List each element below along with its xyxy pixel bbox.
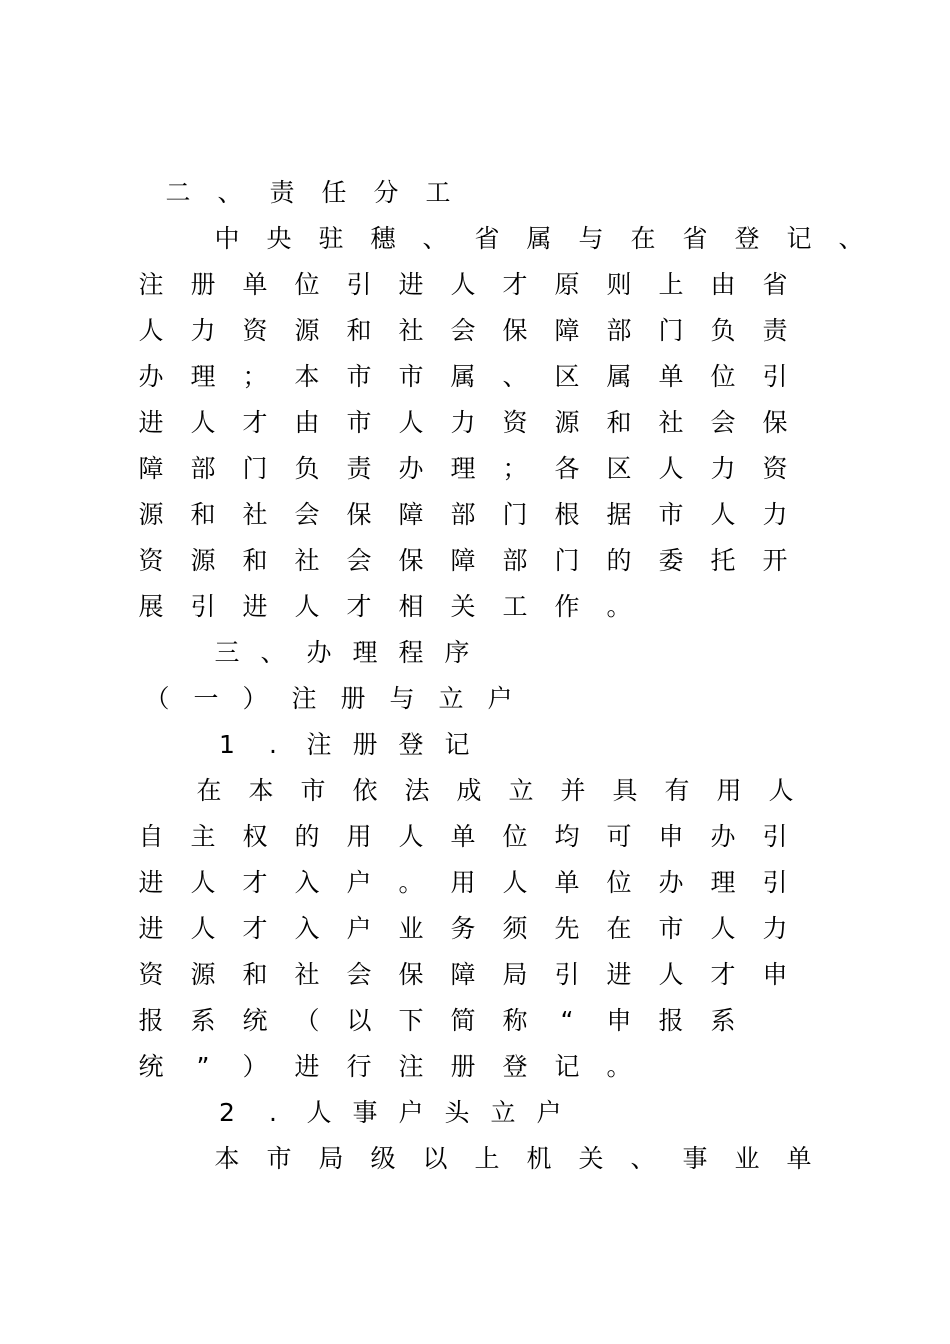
- glyph: 引: [762, 822, 788, 851]
- glyph: 区: [606, 454, 632, 483]
- glyph: 力: [762, 500, 788, 529]
- glyph: 门: [502, 500, 528, 529]
- glyph: 驻: [318, 224, 344, 253]
- glyph: 记: [786, 224, 812, 253]
- glyph: 托: [710, 546, 736, 575]
- glyph: 源: [190, 960, 216, 989]
- paragraph-line: [137, 955, 813, 995]
- glyph: 上: [658, 270, 684, 299]
- glyph: 属: [606, 362, 632, 391]
- glyph: 头: [444, 1098, 470, 1127]
- glyph: 户: [536, 1098, 562, 1127]
- glyph: 、: [422, 224, 448, 253]
- glyph: 本: [294, 362, 320, 391]
- paragraph-line: [137, 1047, 657, 1087]
- glyph: 的: [606, 546, 632, 575]
- glyph: 法: [404, 776, 430, 805]
- glyph: 障: [398, 500, 424, 529]
- glyph: 保: [398, 960, 424, 989]
- glyph: 业: [398, 914, 424, 943]
- glyph: 序: [444, 638, 470, 667]
- glyph: 属: [526, 224, 552, 253]
- glyph: 社: [242, 500, 268, 529]
- glyph: 保: [398, 546, 424, 575]
- glyph: 部: [606, 316, 632, 345]
- glyph: 引: [762, 362, 788, 391]
- glyph: 责: [269, 178, 295, 207]
- glyph: 委: [658, 546, 684, 575]
- glyph: 册: [450, 1052, 476, 1081]
- glyph: 资: [502, 408, 528, 437]
- glyph: “: [560, 1006, 574, 1035]
- glyph: （: [294, 1006, 320, 1035]
- glyph: 理: [190, 362, 216, 391]
- glyph: 程: [398, 638, 424, 667]
- glyph: 人: [398, 408, 424, 437]
- glyph: 机: [526, 1144, 552, 1173]
- glyph: 作: [554, 592, 580, 621]
- glyph: 具: [612, 776, 638, 805]
- glyph: 部: [190, 454, 216, 483]
- glyph: 则: [606, 270, 632, 299]
- glyph: 力: [710, 454, 736, 483]
- glyph: 事: [352, 1098, 378, 1127]
- glyph: 办: [710, 822, 736, 851]
- glyph: 申: [606, 1006, 632, 1035]
- glyph: 相: [398, 592, 424, 621]
- glyph: 位: [606, 868, 632, 897]
- glyph: 展: [138, 592, 164, 621]
- glyph: 障: [138, 454, 164, 483]
- glyph: 办: [138, 362, 164, 391]
- glyph: 才: [346, 592, 372, 621]
- glyph: 一: [193, 684, 219, 713]
- glyph: 会: [294, 500, 320, 529]
- glyph: 关: [578, 1144, 604, 1173]
- glyph: 报: [658, 1006, 684, 1035]
- glyph: 和: [242, 546, 268, 575]
- glyph: 障: [450, 960, 476, 989]
- glyph: 央: [266, 224, 292, 253]
- glyph: 人: [190, 868, 216, 897]
- glyph: 引: [190, 592, 216, 621]
- glyph: 并: [560, 776, 586, 805]
- glyph: 省: [682, 224, 708, 253]
- glyph: 省: [762, 270, 788, 299]
- glyph: 才: [242, 868, 268, 897]
- glyph: ”: [196, 1052, 210, 1081]
- glyph: 市: [398, 362, 424, 391]
- glyph: 源: [138, 500, 164, 529]
- glyph: 登: [734, 224, 760, 253]
- glyph: .: [269, 730, 277, 759]
- glyph: 资: [138, 960, 164, 989]
- glyph: 人: [502, 868, 528, 897]
- glyph: 在: [630, 224, 656, 253]
- glyph: 、: [217, 178, 243, 207]
- paragraph-line: [137, 863, 813, 903]
- glyph: 任: [321, 178, 347, 207]
- glyph: 人: [658, 454, 684, 483]
- glyph: 的: [294, 822, 320, 851]
- glyph: 门: [554, 546, 580, 575]
- glyph: 才: [710, 960, 736, 989]
- glyph: 有: [664, 776, 690, 805]
- paragraph-line: [137, 311, 813, 351]
- glyph: 可: [606, 822, 632, 851]
- glyph: 依: [352, 776, 378, 805]
- paragraph-line: [137, 265, 813, 305]
- glyph: 会: [346, 960, 372, 989]
- item-heading: [213, 725, 489, 765]
- glyph: 引: [346, 270, 372, 299]
- glyph: 市: [266, 1144, 292, 1173]
- paragraph-line: [195, 771, 819, 811]
- glyph: 、: [838, 224, 864, 253]
- glyph: 保: [502, 316, 528, 345]
- glyph: 才: [242, 914, 268, 943]
- glyph: 登: [502, 1052, 528, 1081]
- glyph: 、: [260, 638, 286, 667]
- paragraph-line: [137, 817, 813, 857]
- glyph: 人: [658, 960, 684, 989]
- glyph: 社: [294, 960, 320, 989]
- glyph: 人: [306, 1098, 332, 1127]
- glyph: 户: [346, 914, 372, 943]
- glyph: 进: [294, 1052, 320, 1081]
- glyph: 户: [398, 1098, 424, 1127]
- glyph: 位: [294, 270, 320, 299]
- glyph: 资: [762, 454, 788, 483]
- glyph: 。: [606, 592, 632, 621]
- glyph: 保: [346, 500, 372, 529]
- glyph: 源: [554, 408, 580, 437]
- glyph: 报: [138, 1006, 164, 1035]
- glyph: 人: [710, 500, 736, 529]
- glyph: 和: [346, 316, 372, 345]
- glyph: 力: [762, 914, 788, 943]
- glyph: 在: [196, 776, 222, 805]
- glyph: 由: [294, 408, 320, 437]
- glyph: 才: [502, 270, 528, 299]
- glyph: 市: [658, 500, 684, 529]
- glyph: 户: [346, 868, 372, 897]
- glyph: 本: [214, 1144, 240, 1173]
- glyph: 单: [786, 1144, 812, 1173]
- glyph: 人: [190, 408, 216, 437]
- glyph: 2: [219, 1098, 235, 1127]
- glyph: 会: [346, 546, 372, 575]
- glyph: 进: [242, 592, 268, 621]
- glyph: 部: [502, 546, 528, 575]
- glyph: 申: [762, 960, 788, 989]
- glyph: 源: [190, 546, 216, 575]
- glyph: 社: [294, 546, 320, 575]
- glyph: 系: [710, 1006, 736, 1035]
- glyph: 门: [658, 316, 684, 345]
- glyph: 和: [606, 408, 632, 437]
- glyph: 行: [346, 1052, 372, 1081]
- glyph: 分: [373, 178, 399, 207]
- paragraph-line: [137, 587, 657, 627]
- glyph: 部: [450, 500, 476, 529]
- glyph: 务: [450, 914, 476, 943]
- glyph: 人: [294, 592, 320, 621]
- glyph: 社: [398, 316, 424, 345]
- glyph: 源: [294, 316, 320, 345]
- glyph: 立: [490, 1098, 516, 1127]
- glyph: 力: [450, 408, 476, 437]
- glyph: 户: [487, 684, 513, 713]
- glyph: 资: [138, 546, 164, 575]
- glyph: 进: [138, 868, 164, 897]
- glyph: 进: [138, 914, 164, 943]
- glyph: 力: [190, 316, 216, 345]
- glyph: 称: [502, 1006, 528, 1035]
- glyph: 与: [578, 224, 604, 253]
- glyph: 记: [554, 1052, 580, 1081]
- paragraph-line: [213, 1139, 837, 1179]
- paragraph-line: [137, 495, 813, 535]
- glyph: 先: [554, 914, 580, 943]
- glyph: 市: [658, 914, 684, 943]
- glyph: 、: [502, 362, 528, 391]
- paragraph-line: [213, 219, 889, 259]
- glyph: 单: [554, 868, 580, 897]
- glyph: 成: [456, 776, 482, 805]
- glyph: 在: [606, 914, 632, 943]
- glyph: 保: [762, 408, 788, 437]
- glyph: 申: [658, 822, 684, 851]
- glyph: 区: [554, 362, 580, 391]
- glyph: 进: [138, 408, 164, 437]
- glyph: 会: [450, 316, 476, 345]
- glyph: 人: [710, 914, 736, 943]
- glyph: 局: [502, 960, 528, 989]
- glyph: 责: [762, 316, 788, 345]
- glyph: 人: [450, 270, 476, 299]
- glyph: 入: [294, 914, 320, 943]
- paragraph-line: [137, 449, 813, 489]
- glyph: 人: [398, 822, 424, 851]
- glyph: 统: [242, 1006, 268, 1035]
- glyph: 单: [658, 362, 684, 391]
- glyph: 会: [710, 408, 736, 437]
- glyph: 单: [450, 822, 476, 851]
- glyph: 。: [606, 1052, 632, 1081]
- glyph: 以: [422, 1144, 448, 1173]
- paragraph-line: [137, 1001, 761, 1041]
- glyph: 上: [474, 1144, 500, 1173]
- paragraph-line: [137, 541, 813, 581]
- glyph: 册: [190, 270, 216, 299]
- glyph: ；: [242, 362, 268, 391]
- glyph: 理: [710, 868, 736, 897]
- glyph: 工: [425, 178, 451, 207]
- glyph: 局: [318, 1144, 344, 1173]
- glyph: 位: [710, 362, 736, 391]
- glyph: 据: [606, 500, 632, 529]
- glyph: 三: [214, 638, 240, 667]
- glyph: 人: [768, 776, 794, 805]
- paragraph-line: [137, 403, 813, 443]
- glyph: ）: [242, 684, 268, 713]
- glyph: 负: [294, 454, 320, 483]
- glyph: 和: [190, 500, 216, 529]
- glyph: 市: [346, 408, 372, 437]
- glyph: 办: [658, 868, 684, 897]
- glyph: 注: [398, 1052, 424, 1081]
- glyph: 立: [438, 684, 464, 713]
- glyph: 中: [214, 224, 240, 253]
- glyph: 立: [508, 776, 534, 805]
- glyph: 1: [219, 730, 235, 759]
- glyph: 市: [300, 776, 326, 805]
- glyph: 障: [450, 546, 476, 575]
- paragraph-line: [137, 357, 813, 397]
- glyph: 二: [165, 178, 191, 207]
- glyph: 级: [370, 1144, 396, 1173]
- glyph: 责: [346, 454, 372, 483]
- glyph: 办: [398, 454, 424, 483]
- glyph: 登: [398, 730, 424, 759]
- glyph: 简: [450, 1006, 476, 1035]
- glyph: 进: [606, 960, 632, 989]
- glyph: 、: [630, 1144, 656, 1173]
- glyph: 以: [346, 1006, 372, 1035]
- glyph: 用: [346, 822, 372, 851]
- glyph: 障: [554, 316, 580, 345]
- glyph: 本: [248, 776, 274, 805]
- glyph: 工: [502, 592, 528, 621]
- glyph: 属: [450, 362, 476, 391]
- glyph: 入: [294, 868, 320, 897]
- glyph: ）: [242, 1052, 268, 1081]
- glyph: 原: [554, 270, 580, 299]
- glyph: 用: [716, 776, 742, 805]
- glyph: 注: [138, 270, 164, 299]
- glyph: 和: [242, 960, 268, 989]
- glyph: 下: [398, 1006, 424, 1035]
- glyph: 引: [762, 868, 788, 897]
- glyph: 位: [502, 822, 528, 851]
- glyph: 注: [306, 730, 332, 759]
- glyph: 用: [450, 868, 476, 897]
- glyph: 自: [138, 822, 164, 851]
- section-heading: [164, 173, 476, 213]
- glyph: 记: [444, 730, 470, 759]
- glyph: 注: [291, 684, 317, 713]
- glyph: 进: [398, 270, 424, 299]
- glyph: 册: [352, 730, 378, 759]
- glyph: 引: [554, 960, 580, 989]
- glyph: .: [269, 1098, 277, 1127]
- glyph: 事: [682, 1144, 708, 1173]
- glyph: 。: [398, 868, 424, 897]
- glyph: 根: [554, 500, 580, 529]
- glyph: 业: [734, 1144, 760, 1173]
- glyph: 社: [658, 408, 684, 437]
- glyph: 与: [389, 684, 415, 713]
- glyph: 须: [502, 914, 528, 943]
- glyph: 单: [242, 270, 268, 299]
- glyph: 人: [138, 316, 164, 345]
- glyph: 负: [710, 316, 736, 345]
- item-heading: [213, 1093, 581, 1133]
- glyph: 主: [190, 822, 216, 851]
- glyph: 资: [242, 316, 268, 345]
- glyph: 市: [346, 362, 372, 391]
- glyph: 理: [450, 454, 476, 483]
- glyph: 各: [554, 454, 580, 483]
- glyph: ；: [502, 454, 528, 483]
- glyph: 由: [710, 270, 736, 299]
- glyph: 关: [450, 592, 476, 621]
- glyph: 穗: [370, 224, 396, 253]
- glyph: 理: [352, 638, 378, 667]
- glyph: 人: [190, 914, 216, 943]
- glyph: 册: [340, 684, 366, 713]
- section-heading: [213, 633, 489, 673]
- glyph: 开: [762, 546, 788, 575]
- subsection-heading: [143, 679, 535, 719]
- glyph: 省: [474, 224, 500, 253]
- glyph: 统: [138, 1052, 164, 1081]
- glyph: （: [144, 684, 170, 713]
- paragraph-line: [137, 909, 813, 949]
- glyph: 办: [306, 638, 332, 667]
- glyph: 权: [242, 822, 268, 851]
- glyph: 才: [242, 408, 268, 437]
- glyph: 系: [190, 1006, 216, 1035]
- glyph: 门: [242, 454, 268, 483]
- glyph: 均: [554, 822, 580, 851]
